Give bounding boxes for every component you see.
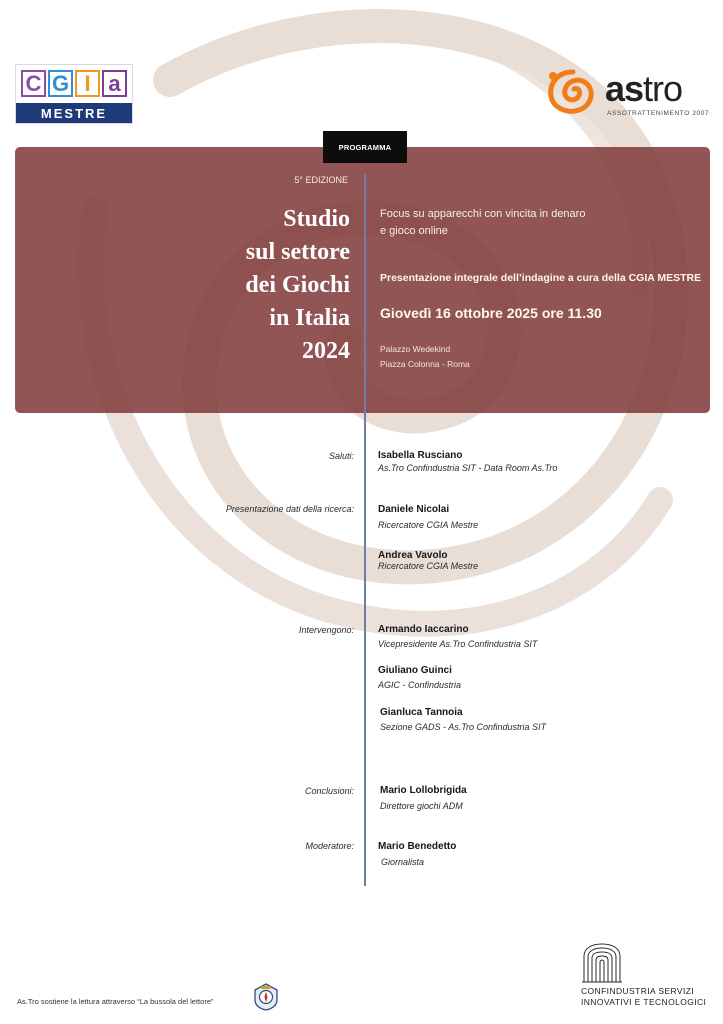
role-label-presentazione: Presentazione dati della ricerca: bbox=[225, 504, 354, 514]
speaker-entry bbox=[378, 664, 461, 692]
confindustria-logo bbox=[577, 942, 712, 1010]
speaker-entry bbox=[378, 840, 456, 869]
speaker-entry bbox=[380, 784, 467, 813]
edition-label: 5° EDIZIONE bbox=[294, 175, 348, 185]
speaker-affiliation: Sezione GADS - As.Tro Confindustria SIT bbox=[380, 722, 547, 732]
event-venue bbox=[380, 342, 470, 372]
speaker-name: Giuliano Guinci bbox=[378, 665, 452, 676]
speaker-affiliation: Direttore giochi ADM bbox=[380, 801, 463, 811]
speaker-affiliation: AGIC - Confindustria bbox=[378, 680, 462, 690]
speaker-affiliation: As.Tro Confindustria SIT - Data Room As.Tro bbox=[378, 463, 558, 473]
confindustria-line-1: CONFINDUSTRIA SERVIZI bbox=[581, 986, 695, 996]
astro-tagline: ASSOTRATTENIMENTO 2007 bbox=[607, 110, 710, 117]
speaker-name: Armando Iaccarino bbox=[378, 624, 469, 635]
role-label-conclusioni: Conclusioni: bbox=[304, 786, 354, 796]
cgia-letter-g: G bbox=[48, 70, 73, 97]
speaker-entry bbox=[380, 706, 546, 734]
role-label-intervengono: Intervengono: bbox=[298, 625, 354, 635]
focus-line: Focus su apparecchi con vincita in denaro bbox=[380, 208, 586, 220]
astro-logo bbox=[545, 66, 710, 122]
cgia-letter-a: a bbox=[102, 70, 127, 97]
cgia-letter-c: C bbox=[21, 70, 46, 97]
speaker-affiliation: Ricercatore CGIA Mestre bbox=[378, 561, 479, 571]
event-title-line: sul settore bbox=[245, 239, 350, 265]
confindustria-line-2: INNOVATIVI E TECNOLOGICI bbox=[581, 997, 707, 1007]
speaker-name: Mario Benedetto bbox=[378, 841, 457, 852]
cgia-logo-subtitle: MESTRE bbox=[16, 103, 132, 123]
role-label-saluti: Saluti: bbox=[328, 451, 354, 461]
speaker-name: Isabella Rusciano bbox=[378, 450, 463, 461]
venue-line: Piazza Colonna - Roma bbox=[380, 359, 470, 369]
speaker-affiliation: Ricercatore CGIA Mestre bbox=[378, 520, 479, 530]
cgia-logo-letters bbox=[21, 70, 127, 97]
speaker-affiliation: Vicepresidente As.Tro Confindustria SIT bbox=[378, 639, 538, 649]
speaker-affiliation: Giornalista bbox=[381, 857, 425, 867]
event-title bbox=[170, 203, 350, 368]
reading-note: As.Tro sostiene la lettura attraverso “La bussola del lettore” bbox=[17, 997, 214, 1006]
speaker-entry bbox=[378, 623, 537, 651]
speaker-name: Mario Lollobrigida bbox=[380, 785, 467, 796]
speaker-entry bbox=[378, 549, 478, 573]
cgia-mestre-logo bbox=[15, 64, 133, 124]
focus-text bbox=[380, 206, 680, 240]
event-title-line: dei Giochi bbox=[245, 272, 350, 298]
astro-wordmark bbox=[605, 68, 682, 110]
cgia-letter-i: I bbox=[75, 70, 100, 97]
speaker-name: Gianluca Tannoia bbox=[380, 707, 463, 718]
speaker-name: Daniele Nicolai bbox=[378, 504, 450, 515]
venue-line: Palazzo Wedekind bbox=[380, 344, 451, 354]
event-title-line: in Italia bbox=[269, 305, 350, 331]
program-label: PROGRAMMA bbox=[323, 131, 407, 163]
event-date-time: Giovedì 16 ottobre 2025 ore 11.30 bbox=[380, 305, 602, 321]
astro-word-bold: as bbox=[605, 68, 644, 109]
astro-swirl-icon bbox=[545, 66, 601, 118]
speaker-name: Andrea Vavolo bbox=[378, 550, 448, 561]
event-title-line: 2024 bbox=[302, 338, 350, 364]
event-title-line: Studio bbox=[283, 206, 350, 232]
astro-word-rest: tro bbox=[643, 68, 683, 109]
vertical-divider bbox=[364, 174, 366, 886]
focus-line: e gioco online bbox=[380, 225, 448, 237]
speaker-entry bbox=[378, 503, 478, 532]
compass-badge-icon bbox=[253, 983, 279, 1011]
speaker-entry bbox=[378, 449, 557, 475]
role-label-moderatore: Moderatore: bbox=[305, 841, 354, 851]
confindustria-emblem-icon bbox=[580, 942, 624, 984]
presentation-text: Presentazione integrale dell’indagine a cura della CGIA MESTRE bbox=[380, 272, 702, 284]
